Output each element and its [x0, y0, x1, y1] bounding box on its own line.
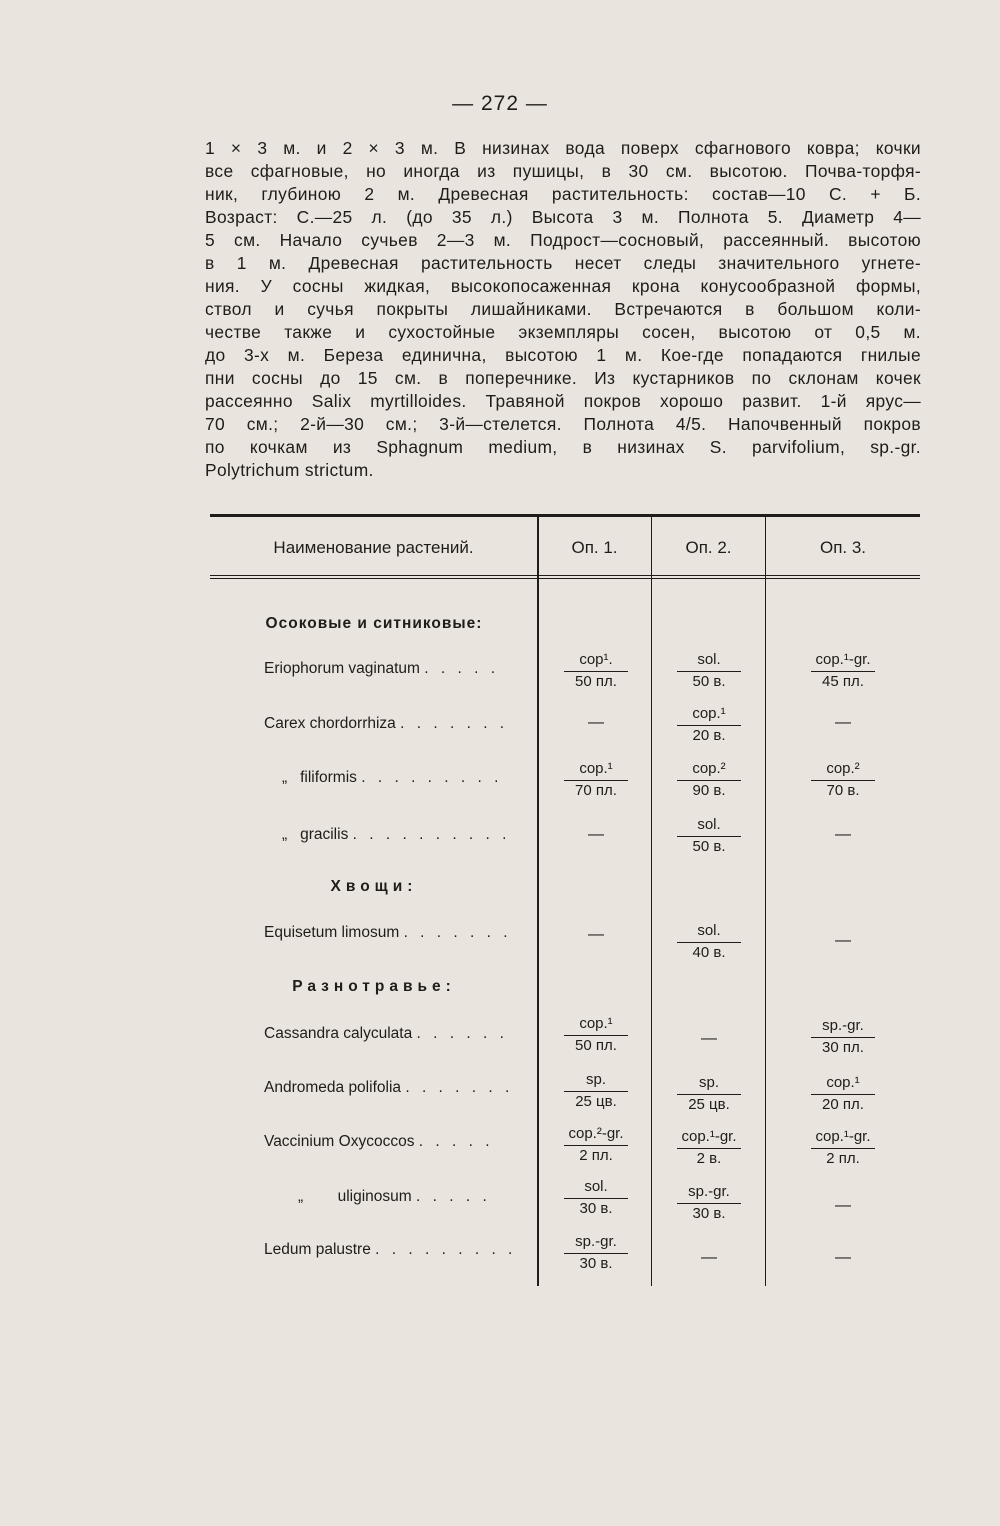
table-cell: sp.-gr. 30 пл.	[788, 1017, 898, 1057]
table-cell: cop.² 90 в.	[654, 760, 764, 800]
header-rule-upper	[210, 575, 920, 576]
table-cell: cop¹. 50 пл.	[541, 651, 651, 691]
fraction-bar	[677, 836, 741, 837]
table-cell: —	[701, 1030, 717, 1047]
header-plant-name: Наименование растений.	[273, 538, 474, 557]
fraction-bar	[677, 725, 741, 726]
fraction-bar	[811, 780, 875, 781]
table-cell: cop.¹ 50 пл.	[541, 1015, 651, 1055]
body-paragraph	[205, 137, 921, 482]
table-cell: —	[588, 826, 604, 843]
fraction-bar	[677, 780, 741, 781]
table-cell: sol. 30 в.	[541, 1178, 651, 1218]
table-cell: —	[588, 714, 604, 731]
paragraph-line: ствол и сучья покрыты лишайниками. Встречаются в большом коли-	[205, 299, 921, 319]
paragraph-line: все сфагновые, но иногда из пушицы, в 30 см. высотою. Почва-торфя-	[205, 161, 921, 181]
paragraph-line: до 3-х м. Береза единична, высотою 1 м. Кое-где попадаются гнилые	[205, 345, 921, 365]
paragraph-line: честве также и сухостойные экземпляры сосен, высотою от 0,5 м.	[205, 322, 921, 342]
fraction-bar	[811, 1037, 875, 1038]
fraction-bar	[677, 1094, 741, 1095]
page-number: — 272 —	[452, 92, 548, 115]
table-cell: —	[835, 826, 851, 843]
paragraph-line: рассеянно Salix myrtilloides. Травяной покров хорошо развит. 1-й ярус—	[205, 391, 921, 411]
fraction-bar	[677, 1203, 741, 1204]
table-cell: —	[835, 714, 851, 731]
table-cell: sol. 50 в.	[654, 816, 764, 856]
paragraph-line: Возраст: С.—25 л. (до 35 л.) Высота 3 м. Полнота 5. Диаметр 4—	[205, 207, 921, 227]
table-cell: cop.¹-gr. 2 в.	[654, 1128, 764, 1168]
table-cell: sp.-gr. 30 в.	[541, 1233, 651, 1273]
fraction-bar	[677, 942, 741, 943]
table-cell: cop.² 70 в.	[788, 760, 898, 800]
header-rule-lower	[210, 578, 920, 579]
table-cell: cop.¹-gr. 2 пл.	[788, 1128, 898, 1168]
table-cell: sp. 25 цв.	[541, 1071, 651, 1111]
fraction-bar	[811, 1148, 875, 1149]
plant-name: „ filiformis . . . . . . . . .	[282, 769, 503, 786]
plant-name: „ uliginosum . . . . .	[298, 1188, 491, 1205]
fraction-bar	[564, 1198, 628, 1199]
paragraph-line: по кочкам из Sphagnum medium, в низинах S. parvifolium, sp.-gr.	[205, 437, 921, 457]
fraction-bar	[677, 1148, 741, 1149]
plant-name: Vaccinium Oxycoccos . . . . .	[264, 1133, 494, 1150]
fraction-bar	[677, 671, 741, 672]
table-cell: —	[588, 926, 604, 943]
fraction-bar	[564, 780, 628, 781]
fraction-bar	[811, 671, 875, 672]
column-divider	[765, 514, 766, 1286]
plant-name: Cassandra calyculata . . . . . .	[264, 1025, 508, 1042]
table-cell: sol. 40 в.	[654, 922, 764, 962]
paragraph-line: 70 см.; 2-й—30 см.; 3-й—стелется. Полнота 4/5. Напочвенный покров	[205, 414, 921, 434]
group-title-sedges: Осоковые и ситниковые:	[265, 615, 483, 632]
table-cell: —	[701, 1249, 717, 1266]
table-cell: —	[835, 1197, 851, 1214]
fraction-bar	[811, 1094, 875, 1095]
table-cell: cop.²-gr. 2 пл.	[541, 1125, 651, 1165]
paragraph-line: пни сосны до 15 см. в поперечнике. Из кустарников по склонам кочек	[205, 368, 921, 388]
paragraph-line: 5 см. Начало сучьев 2—3 м. Подрост—сосновый, рассеянный. высотою	[205, 230, 921, 250]
table-cell: —	[835, 1249, 851, 1266]
paragraph-line: ник, глубиною 2 м. Древесная растительность: состав—10 С. + Б.	[205, 184, 921, 204]
group-title-forbs: Разнотравье:	[292, 978, 456, 995]
paragraph-line: в 1 м. Древесная растительность несет следы значительного угнете-	[205, 253, 921, 273]
plant-name: Equisetum limosum . . . . . . .	[264, 924, 512, 941]
plant-name: Ledum palustre . . . . . . . . .	[264, 1241, 517, 1258]
plant-name: „ gracilis . . . . . . . . . .	[282, 826, 511, 843]
table-cell: cop.¹-gr. 45 пл.	[788, 651, 898, 691]
fraction-bar	[564, 1145, 628, 1146]
table-cell: cop.¹ 70 пл.	[541, 760, 651, 800]
vegetation-table	[210, 514, 920, 1286]
header-op-2: Оп. 2.	[685, 538, 732, 557]
table-cell: sp. 25 цв.	[654, 1074, 764, 1114]
paragraph-line: ния. У сосны жидкая, высокопосаженная крона конусообразной формы,	[205, 276, 921, 296]
table-cell: sol. 50 в.	[654, 651, 764, 691]
table-cell: cop.¹ 20 пл.	[788, 1074, 898, 1114]
fraction-bar	[564, 671, 628, 672]
plant-name: Carex chordorrhiza . . . . . . .	[264, 715, 509, 732]
paragraph-line: 1 × 3 м. и 2 × 3 м. В низинах вода поверх сфагнового ковра; кочки	[205, 138, 921, 158]
paragraph-line: Polytrichum strictum.	[205, 460, 374, 480]
header-op-3: Оп. 3.	[819, 538, 867, 557]
table-cell: —	[835, 932, 851, 949]
table-cell: cop.¹ 20 в.	[654, 705, 764, 745]
fraction-bar	[564, 1091, 628, 1092]
header-op-1: Оп. 1.	[571, 538, 618, 557]
fraction-bar	[564, 1253, 628, 1254]
group-title-horsetails: Хвощи:	[330, 878, 418, 895]
table-top-rule	[210, 514, 920, 517]
plant-name: Andromeda polifolia . . . . . . .	[264, 1079, 514, 1096]
fraction-bar	[564, 1035, 628, 1036]
table-cell: sp.-gr. 30 в.	[654, 1183, 764, 1223]
column-divider	[651, 514, 652, 1286]
plant-name: Eriophorum vaginatum . . . . .	[264, 660, 500, 677]
